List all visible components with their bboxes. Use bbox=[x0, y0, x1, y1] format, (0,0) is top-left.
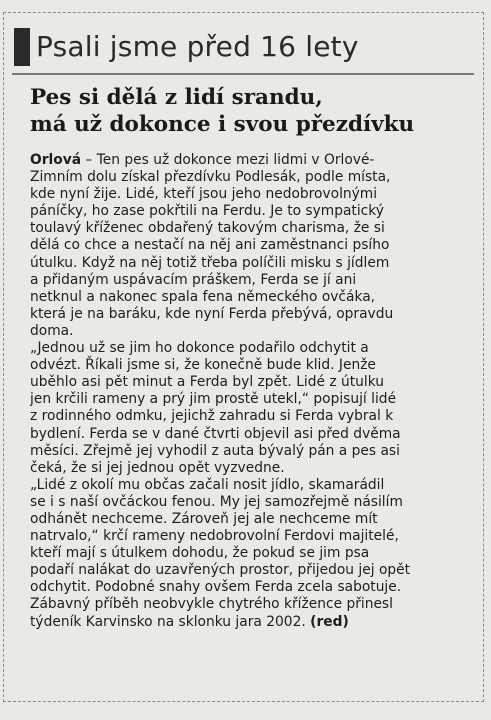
article-line: se i s naší ovčáckou fenou. My jej samozřejmě násilím bbox=[30, 493, 403, 510]
article-line: odhánět nechceme. Zároveň jej ale nechceme mít bbox=[30, 510, 378, 527]
article-line: jen krčili rameny a prý jim prostě utekl,“ popisují lidé bbox=[30, 391, 397, 408]
article-line: která je na baráku, kde nyní Ferda přebývá, opravdu bbox=[30, 305, 394, 322]
headline-line: Pes si dělá z lidí srandu, bbox=[30, 85, 323, 110]
article-line: netknul a nakonec spala fena německého ovčáka, bbox=[30, 288, 376, 305]
article-line: natrvalo,“ krčí rameny nedobrovolní Ferdovi majitelé, bbox=[30, 528, 399, 545]
article-line: Zimním dolu získal přezdívku Podlesák, podle místa, bbox=[30, 169, 391, 186]
dateline: Orlová bbox=[30, 152, 82, 168]
section-marker bbox=[14, 28, 30, 66]
article-first-line bbox=[30, 152, 476, 169]
article-line: podaří nalákat do uzavřených prostor, přijedou jej opět bbox=[30, 562, 411, 579]
article-line: kde nyní žije. Lidé, kteří jsou jeho nedobrovolnými bbox=[30, 186, 378, 203]
headline-line: má už dokonce i svou přezdívku bbox=[30, 112, 415, 137]
article-line: odvézt. Říkali jsme si, že konečně bude klid. Jenže bbox=[30, 357, 376, 374]
article-line: dělá co chce a nestačí na něj ani zaměstnanci psího bbox=[30, 237, 390, 254]
author-signature: (red) bbox=[310, 613, 349, 630]
article-line: páníčky, ho zase pokřtili na Ferdu. Je to sympatický bbox=[30, 203, 384, 220]
section-header bbox=[14, 27, 359, 67]
header-divider bbox=[12, 73, 474, 75]
article-line: z rodinného odmku, jejichž zahradu si Ferda vybral k bbox=[30, 408, 394, 425]
article-line: odchytit. Podobné snahy ovšem Ferda zcela sabotuje. bbox=[30, 579, 402, 596]
section-title: Psali jsme před 16 lety bbox=[36, 30, 359, 63]
article-line: uběhlo asi pět minut a Ferda byl zpět. Lidé z útulku bbox=[30, 374, 385, 391]
article-headline bbox=[30, 84, 470, 138]
article-line: čeká, že si jej jednou opět vyzvedne. bbox=[30, 459, 285, 476]
first-line-text: – Ten pes už dokonce mezi lidmi v Orlové- bbox=[81, 152, 375, 168]
article-line: Zábavný příběh neobvykle chytrého křížence přinesl bbox=[30, 596, 393, 613]
article-line: „Jednou už se jim ho dokonce podařilo odchytit a bbox=[30, 340, 369, 357]
article-line: „Lidé z okolí mu občas začali nosit jídlo, skamarádil bbox=[30, 476, 385, 493]
article-line: měsíci. Zřejmě jej vyhodil z auta bývalý pán a pes asi bbox=[30, 442, 400, 459]
article-line: a přidaným uspávacím práškem, Ferda se jí ani bbox=[30, 271, 357, 288]
article-line: útulku. Když na něj totiž třeba políčili misku s jídlem bbox=[30, 254, 390, 271]
article-line: bydlení. Ferda se v dané čtvrti objevil asi před dvěma bbox=[30, 425, 401, 442]
last-line-text: týdeník Karvinsko na sklonku jara 2002. bbox=[30, 613, 306, 630]
article-line: toulavý kříženec obdařený takovým charisma, že si bbox=[30, 220, 385, 237]
article-last-line bbox=[30, 614, 476, 631]
article-body bbox=[30, 152, 476, 631]
article-line: doma. bbox=[30, 322, 74, 339]
article-line: kteří mají s útulkem dohodu, že pokud se jim psa bbox=[30, 545, 370, 562]
